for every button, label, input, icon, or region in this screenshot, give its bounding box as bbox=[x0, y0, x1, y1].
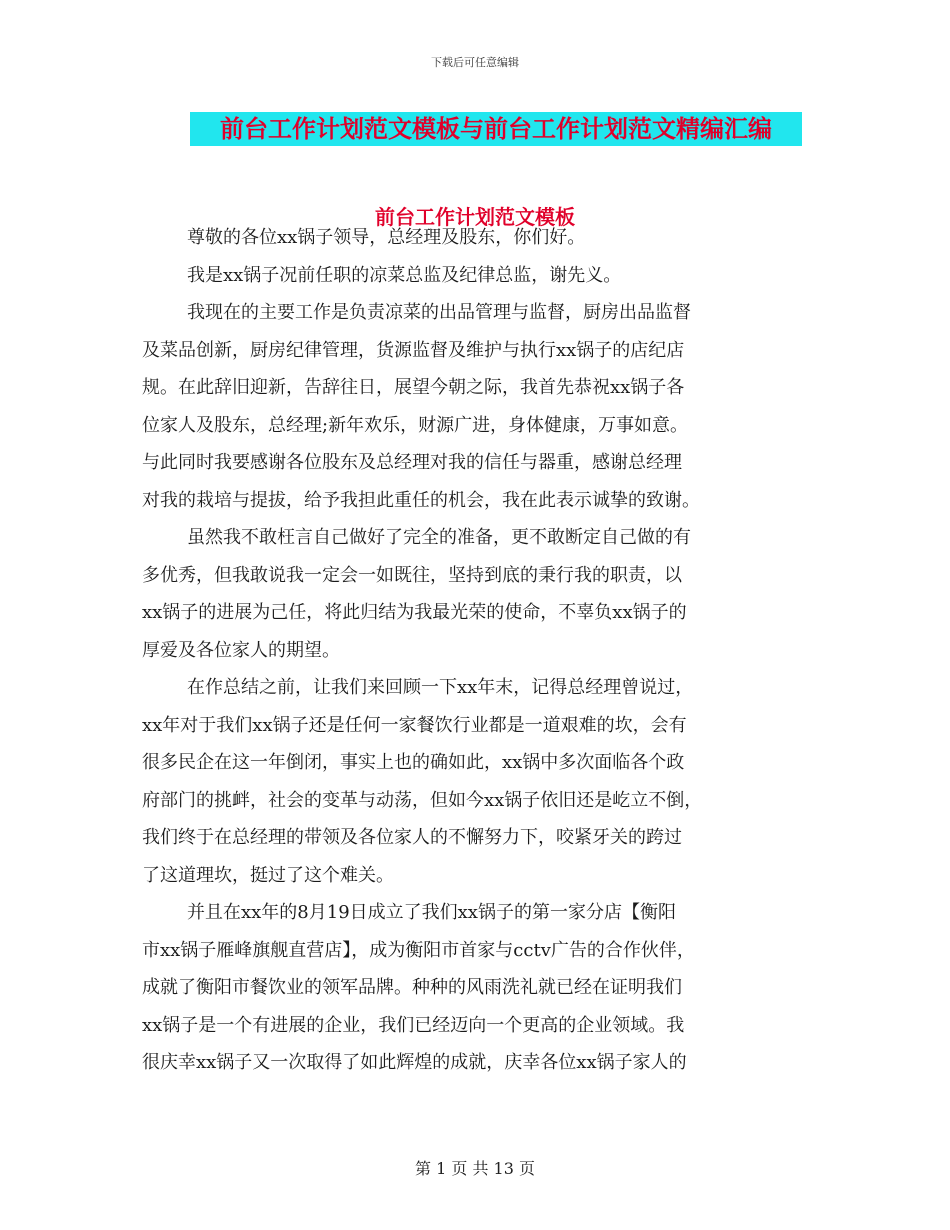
text-line: 并且在xx年的8月19日成立了我们xx锅子的第一家分店【衡阳 bbox=[187, 902, 676, 923]
header-note: 下载后可任意编辑 bbox=[431, 56, 519, 69]
text-line: 很庆幸xx锅子又一次取得了如此辉煌的成就，庆幸各位xx锅子家人的 bbox=[142, 1052, 687, 1073]
body-text bbox=[142, 219, 822, 1082]
text-line: 我是xx锅子况前任职的凉菜总监及纪律总监，谢先义。 bbox=[187, 264, 622, 286]
paragraph-1 bbox=[142, 219, 822, 257]
text-line: 我现在的主要工作是负责凉菜的出品管理与监督，厨房出品监督 bbox=[187, 302, 691, 323]
text-line: 厚爱及各位家人的期望。 bbox=[142, 639, 340, 661]
text-line: 了这道理坎，挺过了这个难关。 bbox=[142, 864, 394, 886]
section-title: 前台工作计划范文模板 bbox=[375, 205, 575, 229]
text-line: 及菜品创新，厨房纪律管理，货源监督及维护与执行xx锅子的店纪店 bbox=[142, 339, 685, 361]
paragraph-6 bbox=[142, 894, 822, 1082]
text-line: 虽然我不敢枉言自己做好了完全的准备，更不敢断定自己做的有 bbox=[187, 527, 691, 548]
text-line: 规。在此辞旧迎新，告辞往日，展望今朝之际，我首先恭祝xx锅子各 bbox=[142, 377, 685, 398]
text-line: 很多民企在这一年倒闭，事实上也的确如此，xx锅中多次面临各个政 bbox=[142, 752, 685, 773]
paragraph-4 bbox=[142, 519, 822, 669]
text-line: 对我的栽培与提拔，给予我担此重任的机会，我在此表示诚挚的致谢。 bbox=[142, 489, 700, 511]
text-line: xx锅子是一个有进展的企业，我们已经迈向一个更高的企业领域。我 bbox=[142, 1014, 685, 1036]
paragraph-3 bbox=[142, 294, 822, 519]
text-line: 尊敬的各位xx锅子领导，总经理及股东，你们好。 bbox=[187, 227, 586, 248]
document-title: 前台工作计划范文模板与前台工作计划范文精编汇编 bbox=[190, 112, 802, 146]
text-line: 与此同时我要感谢各位股东及总经理对我的信任与器重，感谢总经理 bbox=[142, 452, 682, 473]
text-line: xx年对于我们xx锅子还是任何一家餐饮行业都是一道艰难的坎，会有 bbox=[142, 714, 687, 736]
paragraph-5 bbox=[142, 669, 822, 894]
text-line: 位家人及股东，总经理;新年欢乐，财源广进，身体健康，万事如意。 bbox=[142, 414, 689, 436]
page-footer: 第 1 页 共 13 页 bbox=[415, 1159, 535, 1178]
text-line: 多优秀，但我敢说我一定会一如既往，坚持到底的秉行我的职责，以 bbox=[142, 564, 682, 586]
text-line: 市xx锅子雁峰旗舰直营店】，成为衡阳市首家与cctv广告的合作伙伴， bbox=[142, 939, 695, 961]
text-line: 我们终于在总经理的带领及各位家人的不懈努力下，咬紧牙关的跨过 bbox=[142, 827, 682, 848]
text-line: xx锅子的进展为己任，将此归结为我最光荣的使命，不辜负xx锅子的 bbox=[142, 602, 687, 623]
text-line: 在作总结之前，让我们来回顾一下xx年末，记得总经理曾说过， bbox=[187, 677, 694, 698]
text-line: 府部门的挑衅，社会的变革与动荡，但如今xx锅子依旧还是屹立不倒， bbox=[142, 789, 703, 811]
text-line: 成就了衡阳市餐饮业的领军品牌。种种的风雨洗礼就已经在证明我们 bbox=[142, 977, 682, 998]
paragraph-2 bbox=[142, 257, 822, 295]
